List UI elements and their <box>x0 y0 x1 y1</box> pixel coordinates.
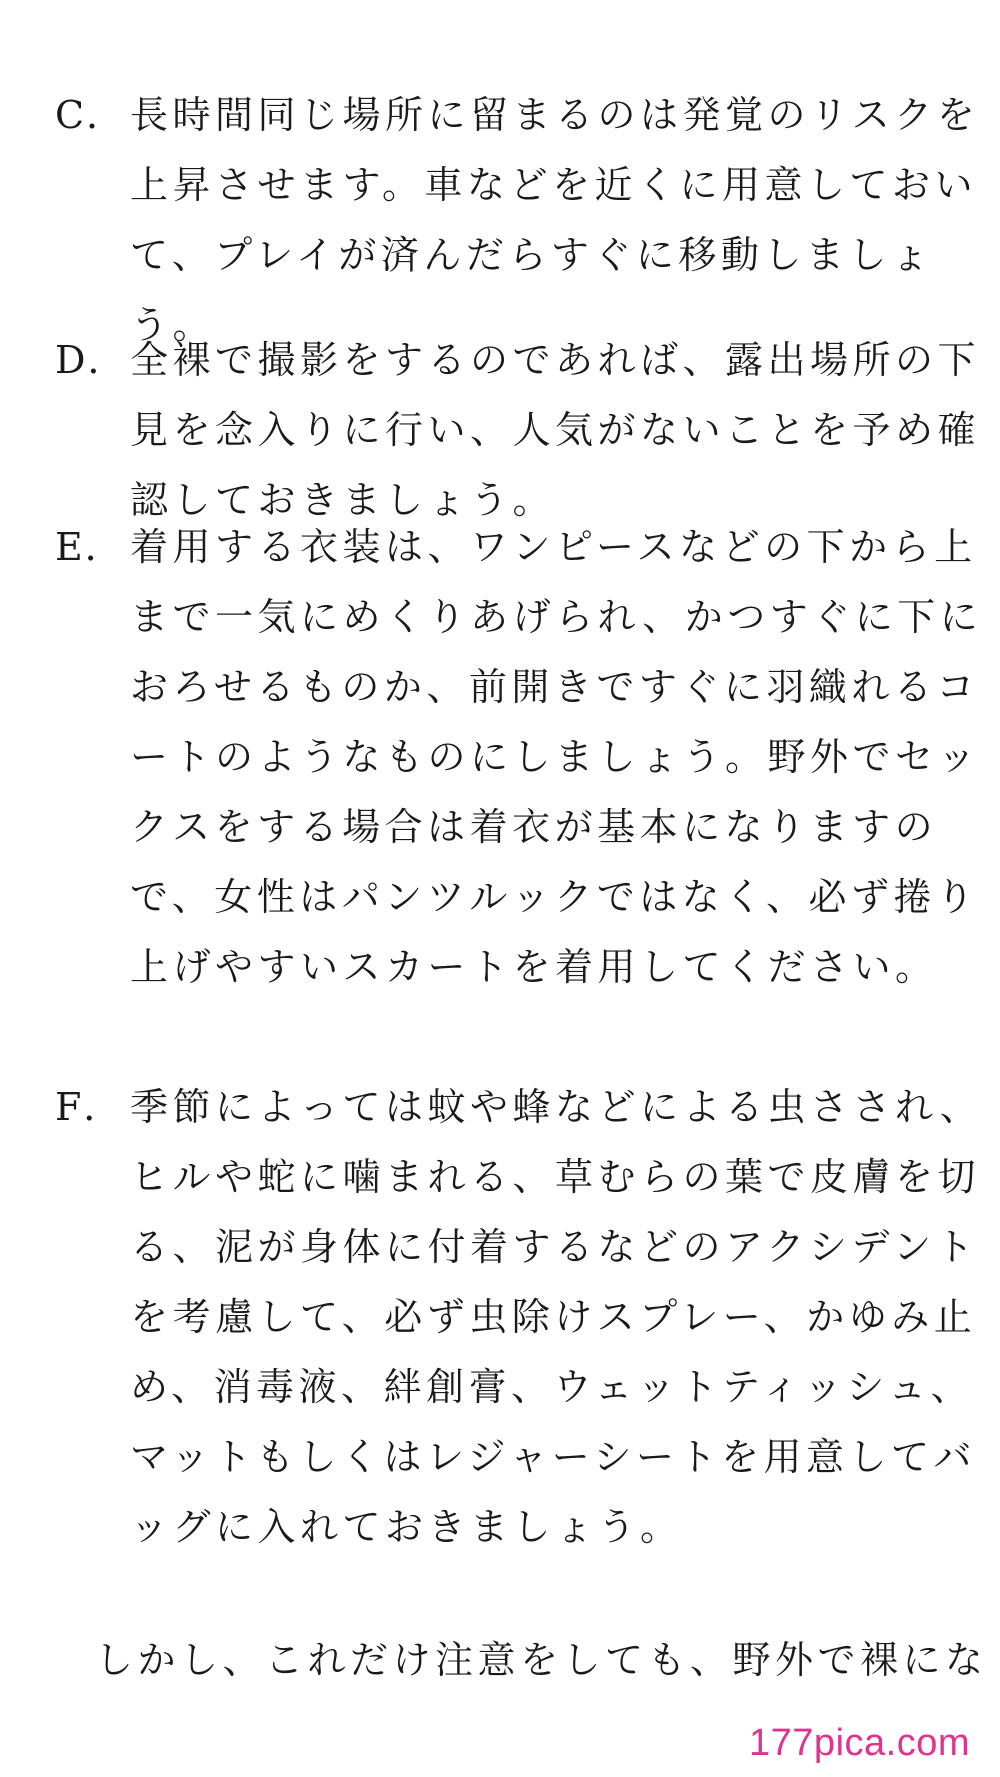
text-line: を考慮して、必ず虫除けスプレー、かゆみ止 <box>130 1295 977 1339</box>
text-line: 着用する衣装は、ワンピースなどの下から上 <box>130 525 977 569</box>
text-line: で、女性はパンツルックではなく、必ず捲り <box>130 875 979 919</box>
text-line: 認しておきましょう。 <box>130 478 556 522</box>
text-line: おろせるものか、前開きですぐに羽織れるコ <box>130 665 979 709</box>
text-line: まで一気にめくりあげられ、かつすぐに下に <box>130 595 983 639</box>
text-line: 見を念入りに行い、人気がないことを予め確 <box>130 408 981 452</box>
text-line: 上げやすいスカートを着用してください。 <box>130 945 938 989</box>
text-line: め、消毒液、絆創膏、ウェットティッシュ、 <box>130 1365 974 1409</box>
item-marker: C． <box>55 93 127 137</box>
item-marker: E． <box>55 525 125 569</box>
watermark: 177pica.com <box>749 1722 970 1764</box>
text-line: ヒルや蛇に噛まれる、草むらの葉で皮膚を切 <box>130 1155 981 1199</box>
closing-paragraph: しかし、これだけ注意をしても、野外で裸にな <box>95 1638 988 1682</box>
text-line: クスをする場合は着衣が基本になりますの <box>130 805 938 849</box>
item-marker: F． <box>55 1085 124 1129</box>
text-line: ッグに入れておきましょう。 <box>130 1505 683 1549</box>
text-line: 長時間同じ場所に留まるのは発覚のリスクを <box>130 93 980 137</box>
text-line: マットもしくはレジャーシートを用意してバ <box>130 1435 977 1479</box>
text-line: う。 <box>130 303 216 347</box>
text-line: 全裸で撮影をするのであれば、露出場所の下 <box>130 338 981 382</box>
text-line: 季節によっては蚊や蜂などによる虫さされ、 <box>130 1085 983 1129</box>
text-line: て、プレイが済んだらすぐに移動しましょ <box>130 233 934 277</box>
item-marker: D． <box>55 338 128 382</box>
text-line: 上昇させます。車などを近くに用意しておい <box>130 163 977 207</box>
text-line: る、泥が身体に付着するなどのアクシデント <box>130 1225 979 1269</box>
text-line: ートのようなものにしましょう。野外でセッ <box>130 735 981 779</box>
